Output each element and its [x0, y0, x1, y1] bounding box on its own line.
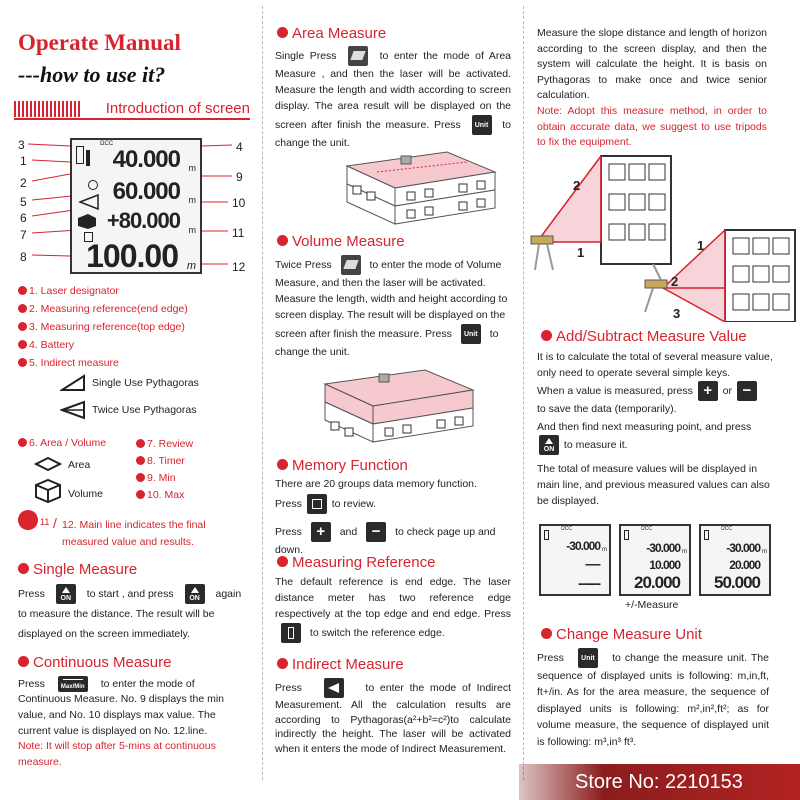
bullet-icon — [18, 286, 27, 295]
plus-key-icon: + — [698, 381, 718, 401]
bullet-icon — [277, 459, 288, 470]
bullet-icon — [277, 658, 288, 669]
bullet-icon — [136, 456, 145, 465]
lcd-row-1: -30.000 — [726, 541, 760, 555]
column-divider — [523, 6, 524, 780]
main-line-text: 12. Main line indicates the final measured value and results. — [62, 519, 206, 548]
lcd-row-3: +80.000 — [106, 208, 180, 233]
review-key-icon — [307, 494, 327, 514]
bullet-icon — [277, 27, 288, 38]
volume-label: Volume — [68, 488, 104, 500]
twice-pythagoras-icon — [60, 400, 86, 420]
lcd-label-2: 2 — [20, 176, 27, 190]
lcd-unit-4: m — [186, 260, 196, 272]
battery-icon — [624, 530, 629, 540]
volume-icon — [76, 212, 98, 230]
reference-key-icon — [281, 623, 301, 643]
legend-item: 1. Laser designator — [18, 282, 250, 300]
add-lcd-3 — [699, 524, 771, 596]
on-key-icon: ON — [56, 584, 76, 604]
twice-pythagoras-label: Twice Use Pythagoras — [92, 404, 197, 416]
volume-measure-body: Twice Press to enter the mode of Volume Measure, and then the laser will be activated. Measure the length, width and height according to screen display. The result will be displayed on the screen after finish the measure. Press Unit to change the unit. — [275, 255, 511, 360]
pythagoras-icon — [78, 194, 100, 210]
measuring-reference-body: The default reference is end edge. The laser distance meter has two reference edge respectively at the top edge and end edge. Press to switch the reference edge. — [275, 574, 511, 643]
legend-item: 3. Measuring reference(top edge) — [18, 318, 250, 336]
add-lcd-2 — [619, 524, 691, 596]
lcd-unit: m — [762, 549, 767, 555]
lcd-row-1: 40.000 — [112, 146, 180, 173]
legend2-left: 6. Area / Volume — [18, 436, 106, 452]
lcd-screen — [70, 138, 202, 274]
indirect-intro-body: Measure the slope distance and length of horizon according to the screen display, and then the system will calculate the height. It is basis on Pythagoras to make once and twice senior calculation. Note: Adopt this measure method, in order to obtain accurate data, we suggest to use tripods to fix the equipment. — [537, 27, 767, 149]
plus-minus-caption: +/-Measure — [625, 599, 679, 611]
lcd-row-2: 60.000 — [112, 178, 180, 205]
area-measure-body: Single Press to enter the mode of Area Measure , and then the laser will be activated. Measure the length and width according to screen display. The area result will be displayed on the screen after finish the measure. Press Unit to change the unit. — [275, 46, 511, 151]
plus-key-icon: + — [311, 522, 331, 542]
lcd-label-5: 5 — [20, 195, 27, 209]
lcd-label-12: 12 — [232, 260, 246, 274]
fig-label-1b: 1 — [697, 238, 705, 253]
fig-label-2b: 2 — [671, 274, 679, 289]
bullet-icon — [18, 340, 27, 349]
indirect-key-icon — [324, 678, 344, 698]
lcd-small-indicator: ΩCC — [721, 526, 732, 532]
lcd-main-line: 100.00 — [86, 238, 178, 274]
indirect-measure-heading: Indirect Measure — [277, 656, 404, 674]
fig-label-3: 3 — [673, 306, 681, 321]
change-unit-body: Press Unit to change the measure unit. The sequence of displayed units is following: m,in,ft, ft+/in. As for the area measure, the sequence of displayed units is following: m²,in²,ft²; as for volume measure, the sequence of displayed unit is following: m³,in³ ft³. — [537, 648, 769, 750]
lcd-label-1: 1 — [20, 154, 27, 168]
column-left — [0, 0, 262, 800]
lcd-label-3: 3 — [18, 138, 25, 152]
on-key-icon: ON — [539, 435, 559, 455]
intro-heading-bar — [14, 98, 250, 120]
minus-key-icon: − — [737, 381, 757, 401]
measuring-reference-heading: Measuring Reference — [277, 554, 435, 572]
add-lcd-1 — [539, 524, 611, 596]
lcd-row-2: 10.000 — [649, 558, 680, 572]
lcd-diagram — [14, 134, 252, 274]
volume-key-icon — [341, 255, 361, 275]
battery-icon — [76, 146, 84, 164]
bullet-icon — [18, 563, 29, 574]
area-label: Area — [68, 459, 91, 471]
main-line-dot-icon — [18, 510, 38, 530]
bullet-icon — [136, 439, 145, 448]
lcd-row-1: -30.000 — [646, 541, 680, 555]
column-middle — [265, 0, 523, 800]
bullet-icon — [18, 322, 27, 331]
area-icon — [34, 456, 62, 472]
volume-room-illustration — [315, 366, 477, 446]
lcd-label-6: 6 — [20, 211, 27, 225]
area-measure-heading: Area Measure — [277, 25, 386, 43]
laser-icon — [86, 150, 90, 166]
legend-item: 9. Min — [136, 470, 193, 487]
max-min-key-icon: Max/Min — [58, 676, 88, 692]
bullet-icon — [18, 438, 27, 447]
lcd-small-indicator: ΩCC — [641, 526, 652, 532]
lcd-row-2: ----- — [585, 557, 600, 571]
add-subtract-heading: Add/Subtract Measure Value — [541, 328, 747, 346]
unit-key-icon: Unit — [578, 648, 598, 668]
memory-function-heading: Memory Function — [277, 457, 408, 475]
bullet-icon — [18, 304, 27, 313]
bullet-icon — [136, 473, 145, 482]
bullet-icon — [277, 235, 288, 246]
continuous-measure-body: Press Max/Min to enter the mode of Continuous Measure. No. 9 displays the min value, and No. 10 displays max value. The current value is displayed on No. 12.line. Note: It will stop after 5-mins at continuous measure. — [18, 677, 225, 768]
change-unit-heading: Change Measure Unit — [541, 626, 702, 644]
lcd-unit-1: m — [188, 163, 196, 173]
legend-item: 5. Indirect measure — [18, 354, 250, 372]
lcd-label-8: 8 — [20, 250, 27, 264]
main-line-slash: / — [53, 515, 57, 531]
lcd-main-line: ------ — [578, 575, 600, 591]
area-room-illustration — [337, 148, 499, 226]
legend-item: 2. Measuring reference(end edge) — [18, 300, 250, 318]
fig-label-2a: 2 — [573, 178, 581, 193]
legend-item: 8. Timer — [136, 453, 193, 470]
area-key-icon — [348, 46, 368, 66]
single-measure-heading: Single Measure — [18, 561, 137, 579]
lcd-unit: m — [602, 547, 607, 553]
lcd-label-4: 4 — [236, 140, 243, 154]
column-right — [527, 0, 800, 800]
lcd-label-7: 7 — [20, 228, 27, 242]
store-banner — [519, 764, 800, 800]
legend-list — [18, 282, 250, 372]
volume-cube-icon — [34, 478, 62, 504]
lcd-small-indicator: ΩCC — [100, 141, 114, 147]
timer-icon — [88, 180, 98, 190]
single-pythagoras-label: Single Use Pythagoras — [92, 377, 199, 389]
single-pythagoras-icon — [60, 374, 86, 392]
lcd-unit-3: m — [188, 225, 196, 235]
add-subtract-body: It is to calculate the total of several measure value, only need to operate several simple keys. When a value is measured, press + or − to save the data (temporarily). And then find next measuring point, and press ON to measure it. The total of measure values will be displayed in main line, and previous measured values can also be displayed. — [537, 351, 773, 507]
lcd-unit-2: m — [188, 195, 196, 205]
lcd-main-line: 20.000 — [634, 573, 680, 592]
intro-heading: Introduction of screen — [105, 100, 250, 117]
manual-subtitle: ---how to use it? — [18, 62, 166, 87]
minus-key-icon: − — [366, 522, 386, 542]
memory-function-body: There are 20 groups data memory function. Press to review. Press + and − to check page up and down. — [275, 478, 496, 556]
single-measure-body: Press ON to start , and press ON again to measure the distance. The result will be displayed on the screen immediately. — [18, 584, 250, 644]
lcd-small-indicator: ΩCC — [561, 526, 572, 532]
unit-key-icon: Unit — [461, 324, 481, 344]
lcd-label-9: 9 — [236, 170, 243, 184]
lcd-row-2: 20.000 — [729, 558, 760, 572]
lcd-row-1: -30.000 — [566, 539, 600, 553]
lcd-main-line: 50.000 — [714, 573, 760, 592]
bullet-icon — [277, 556, 288, 567]
store-number: Store No: 2210153 — [575, 771, 743, 793]
battery-icon — [544, 530, 549, 540]
continuous-measure-heading: Continuous Measure — [18, 654, 171, 672]
unit-key-icon: Unit — [472, 115, 492, 135]
manual-title: Operate Manual — [18, 30, 181, 55]
volume-measure-heading: Volume Measure — [277, 233, 405, 251]
legend-item: 10. Max — [136, 487, 193, 504]
bullet-icon — [136, 490, 145, 499]
legend2-right — [136, 436, 193, 504]
indirect-measure-body: Press to enter the mode of Indirect Measurement. All the calculation results are according to Pythagoras(a²+b²=c²)to calculate indirectly the height. The laser will be activated when it enters the mode of Indirect Measurement. — [275, 678, 511, 756]
intro-heading-marker — [14, 101, 82, 117]
bullet-icon — [18, 656, 29, 667]
lcd-unit: m — [682, 549, 687, 555]
bullet-icon — [541, 330, 552, 341]
bullet-icon — [541, 628, 552, 639]
lcd-label-10: 10 — [232, 196, 246, 210]
lcd-label-11: 11 — [232, 226, 245, 240]
on-key-icon: ON — [185, 584, 205, 604]
pythagoras-building-illustration — [527, 146, 800, 322]
main-line-prefix: 11 — [40, 517, 50, 527]
bullet-icon — [18, 358, 27, 367]
battery-icon — [704, 530, 709, 540]
column-divider — [262, 6, 263, 780]
fig-label-1a: 1 — [577, 245, 585, 260]
legend-item: 4. Battery — [18, 336, 250, 354]
legend-item: 7. Review — [136, 436, 193, 453]
